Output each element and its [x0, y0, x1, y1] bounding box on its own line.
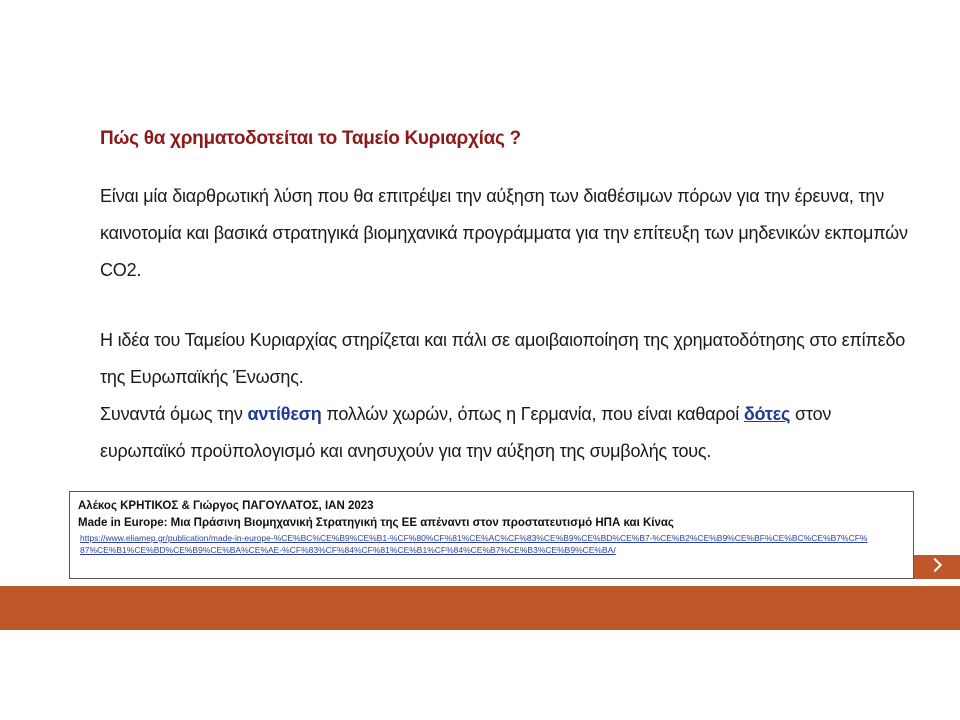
paragraph-1: Είναι μία διαρθρωτική λύση που θα επιτρέψει την αύξηση των διαθέσιμων πόρων για την έρευνα, την καινοτομία και βασικά στρατηγικά βιομηχανικά προγράμματα για την επίτευξη των μηδενικών εκπομπών CO2.: [100, 186, 908, 280]
reference-title: Made in Europe: Μια Πράσινη Βιομηχανική Στρατηγική της ΕΕ απέναντι στον προστατευτισμό ΗΠΑ και Κίνας: [78, 517, 674, 529]
reference-url-link[interactable]: https://www.eliamep.gr/publication/made-in-europe-%CE%BC%CE%B9%CE%B1-%CF%80%CF%81%CE%AC%CF%83%CE%B9%CE%BD%CE%B7-%CE%B2%CE%B9%CE%BF%CE%BC%CE%B7%CF%87%CE%B1%CE%BD%CE%B9%CE%BA%CE%AE-%CF%83%CF%84%CF%81%CE%B1%CF%84%CE%B7%CE%B3%CE%B9%CE%BA/: [80, 533, 868, 555]
paragraph-2-sentence-1: Η ιδέα του Ταμείου Κυριαρχίας στηρίζεται και πάλι σε αμοιβαιοποίηση της χρηματοδότησης στο επίπεδο της Ευρωπαϊκής Ένωσης.: [100, 330, 906, 387]
footer-band: [0, 586, 960, 630]
paragraph-2: [100, 322, 920, 470]
slide-title: Πώς θα χρηματοδοτείται το Ταμείο Κυριαρχίας ?: [100, 128, 521, 149]
paragraph-2-text-a: Συναντά όμως την: [100, 404, 248, 424]
highlight-opposition: αντίθεση: [247, 404, 322, 424]
reference-authors: Αλέκος ΚΡΗΤΙΚΟΣ & Γιώργος ΠΑΓΟΥΛΑΤΟΣ, ΙΑΝ 2023: [78, 500, 374, 512]
paragraph-2-text-b: πολλών χωρών, όπως η Γερμανία, που είναι καθαροί: [321, 404, 744, 424]
reference-box: [69, 491, 914, 579]
highlight-donors-link[interactable]: δότες: [743, 404, 791, 424]
paragraph-2-text-c: στον ευρωπαϊκό προϋπολογισμό και ανησυχούν για την αύξηση της συμβολής τους.: [100, 404, 832, 461]
